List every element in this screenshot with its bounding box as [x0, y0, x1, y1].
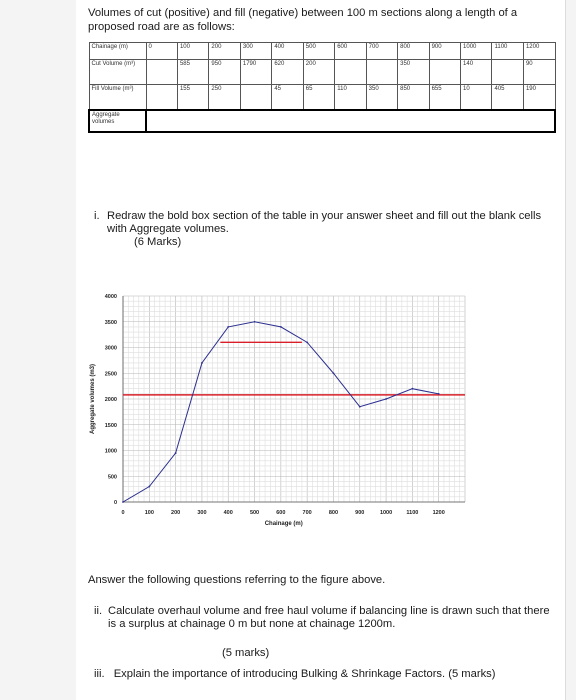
- table-cell-cut: 1790: [240, 60, 271, 85]
- row-label-fill: Fill Volume (m³): [89, 85, 146, 111]
- x-tick-label: 600: [276, 510, 286, 516]
- data-point: [201, 362, 203, 364]
- table-cell-chainage: 500: [303, 43, 334, 60]
- y-tick-label: 0: [113, 500, 117, 506]
- y-tick-label: 2000: [104, 397, 117, 403]
- question-3-text: Explain the importance of introducing Bulking & Shrinkage Factors.: [113, 668, 446, 680]
- table-cell-cut: [146, 60, 177, 85]
- table-row-aggregate: [89, 110, 555, 132]
- table-cell-chainage: 900: [429, 43, 460, 60]
- table-cell-fill: 190: [523, 85, 555, 111]
- question-2-text: Calculate overhaul volume and free haul volume if balancing line is drawn such that there is a surplus at chainage 0 m but none at chainage 1200m.: [108, 605, 550, 630]
- table-cell-cut: 585: [177, 60, 208, 85]
- y-tick-label: 4000: [104, 294, 117, 300]
- table-cell-cut: 90: [523, 60, 555, 85]
- table-cell-chainage: 200: [209, 43, 240, 60]
- table-row-cut: [89, 60, 555, 85]
- data-point: [438, 393, 440, 395]
- question-1-number: i.: [94, 210, 100, 222]
- question-3-marks: (5 marks): [448, 668, 496, 680]
- table-row-fill: [89, 85, 555, 111]
- x-tick-label: 800: [328, 510, 339, 516]
- x-axis-label: Chainage (m): [264, 521, 303, 527]
- table-cell-chainage: 100: [177, 43, 208, 60]
- table-cell-cut: 620: [272, 60, 303, 85]
- table-cell-fill: 405: [492, 85, 523, 111]
- data-point: [175, 452, 177, 454]
- x-tick-label: 300: [197, 510, 207, 516]
- data-point: [385, 398, 387, 400]
- table-cell-chainage: 0: [146, 43, 177, 60]
- table-cell-chainage: 600: [335, 43, 366, 60]
- left-margin: [0, 0, 77, 700]
- row-label-cut: Cut Volume (m³): [89, 60, 146, 85]
- x-tick-label: 400: [223, 510, 233, 516]
- aggregate-volume-chart: [80, 285, 480, 535]
- answer-instructions: Answer the following questions referring to the figure above.: [88, 574, 386, 586]
- table-cell-cut: [335, 60, 366, 85]
- x-tick-label: 500: [249, 510, 260, 516]
- table-cell-fill: 350: [366, 85, 397, 111]
- x-tick-label: 100: [144, 510, 154, 516]
- y-tick-label: 500: [107, 474, 117, 481]
- question-3: [94, 668, 564, 680]
- table-cell-chainage: 1100: [492, 43, 523, 60]
- question-3-number: iii.: [94, 668, 105, 680]
- table-cell-chainage: 700: [366, 43, 397, 60]
- data-point: [227, 326, 229, 328]
- table-cell-fill: 45: [272, 85, 303, 111]
- aggregate-blank-cells: [146, 110, 555, 132]
- y-tick-label: 3000: [104, 345, 117, 352]
- intro-text: Volumes of cut (positive) and fill (negative) between 100 m sections along a length of a proposed road are as follows:: [88, 7, 518, 33]
- x-tick-label: 700: [302, 510, 312, 516]
- y-tick-label: 1500: [104, 422, 117, 429]
- table-cell-chainage: 1000: [461, 43, 492, 60]
- table-cell-fill: [240, 85, 271, 111]
- question-2-number: ii.: [94, 605, 103, 617]
- x-tick-label: 200: [171, 510, 181, 516]
- data-point: [280, 326, 282, 328]
- table-cell-cut: 140: [461, 60, 492, 85]
- table-cell-fill: 110: [335, 85, 366, 111]
- x-tick-label: 0: [121, 510, 125, 516]
- table-cell-chainage: 1200: [523, 43, 555, 60]
- table-cell-fill: 10: [461, 85, 492, 111]
- data-point: [359, 406, 361, 408]
- data-point: [306, 341, 308, 343]
- table-cell-fill: 155: [177, 85, 208, 111]
- data-point: [122, 501, 124, 503]
- table-cell-fill: 250: [209, 85, 240, 111]
- right-scrollbar[interactable]: [565, 0, 576, 700]
- y-tick-label: 2500: [104, 371, 117, 378]
- table-cell-cut: 350: [398, 60, 429, 85]
- table-cell-cut: 200: [303, 60, 334, 85]
- question-1-text: Redraw the bold box section of the table in your answer sheet and fill out the blank cells with Aggregate volumes.: [107, 210, 542, 235]
- data-point: [411, 388, 413, 390]
- table-cell-chainage: 300: [240, 43, 271, 60]
- table-cell-cut: [366, 60, 397, 85]
- x-tick-label: 1000: [379, 510, 393, 516]
- data-point: [148, 486, 150, 488]
- row-label-chainage: Chainage (m): [89, 43, 146, 60]
- row-label-aggregate: Aggregate volumes: [89, 110, 146, 132]
- x-tick-label: 1100: [406, 510, 419, 516]
- data-point: [333, 372, 335, 374]
- table-cell-fill: 655: [429, 85, 460, 111]
- x-tick-label: 1200: [432, 510, 445, 516]
- y-tick-label: 1000: [104, 448, 117, 455]
- y-axis-label: Aggregate volumes (m3): [90, 363, 96, 435]
- data-point: [254, 321, 256, 323]
- table-cell-fill: 850: [398, 85, 429, 111]
- table-row-chainage: [89, 43, 555, 60]
- table-cell-fill: [146, 85, 177, 111]
- question-1-marks: (6 Marks): [134, 236, 182, 248]
- cut-fill-table: [88, 42, 556, 133]
- table-cell-chainage: 400: [272, 43, 303, 60]
- x-tick-label: 900: [355, 510, 365, 516]
- table-cell-cut: 950: [209, 60, 240, 85]
- question-1: [94, 210, 560, 249]
- table-cell-chainage: 800: [398, 43, 429, 60]
- question-2: [94, 605, 560, 660]
- table-cell-cut: [429, 60, 460, 85]
- question-2-marks: (5 marks): [222, 647, 270, 659]
- table-cell-fill: 65: [303, 85, 334, 111]
- y-tick-label: 3500: [104, 319, 117, 326]
- table-cell-cut: [492, 60, 523, 85]
